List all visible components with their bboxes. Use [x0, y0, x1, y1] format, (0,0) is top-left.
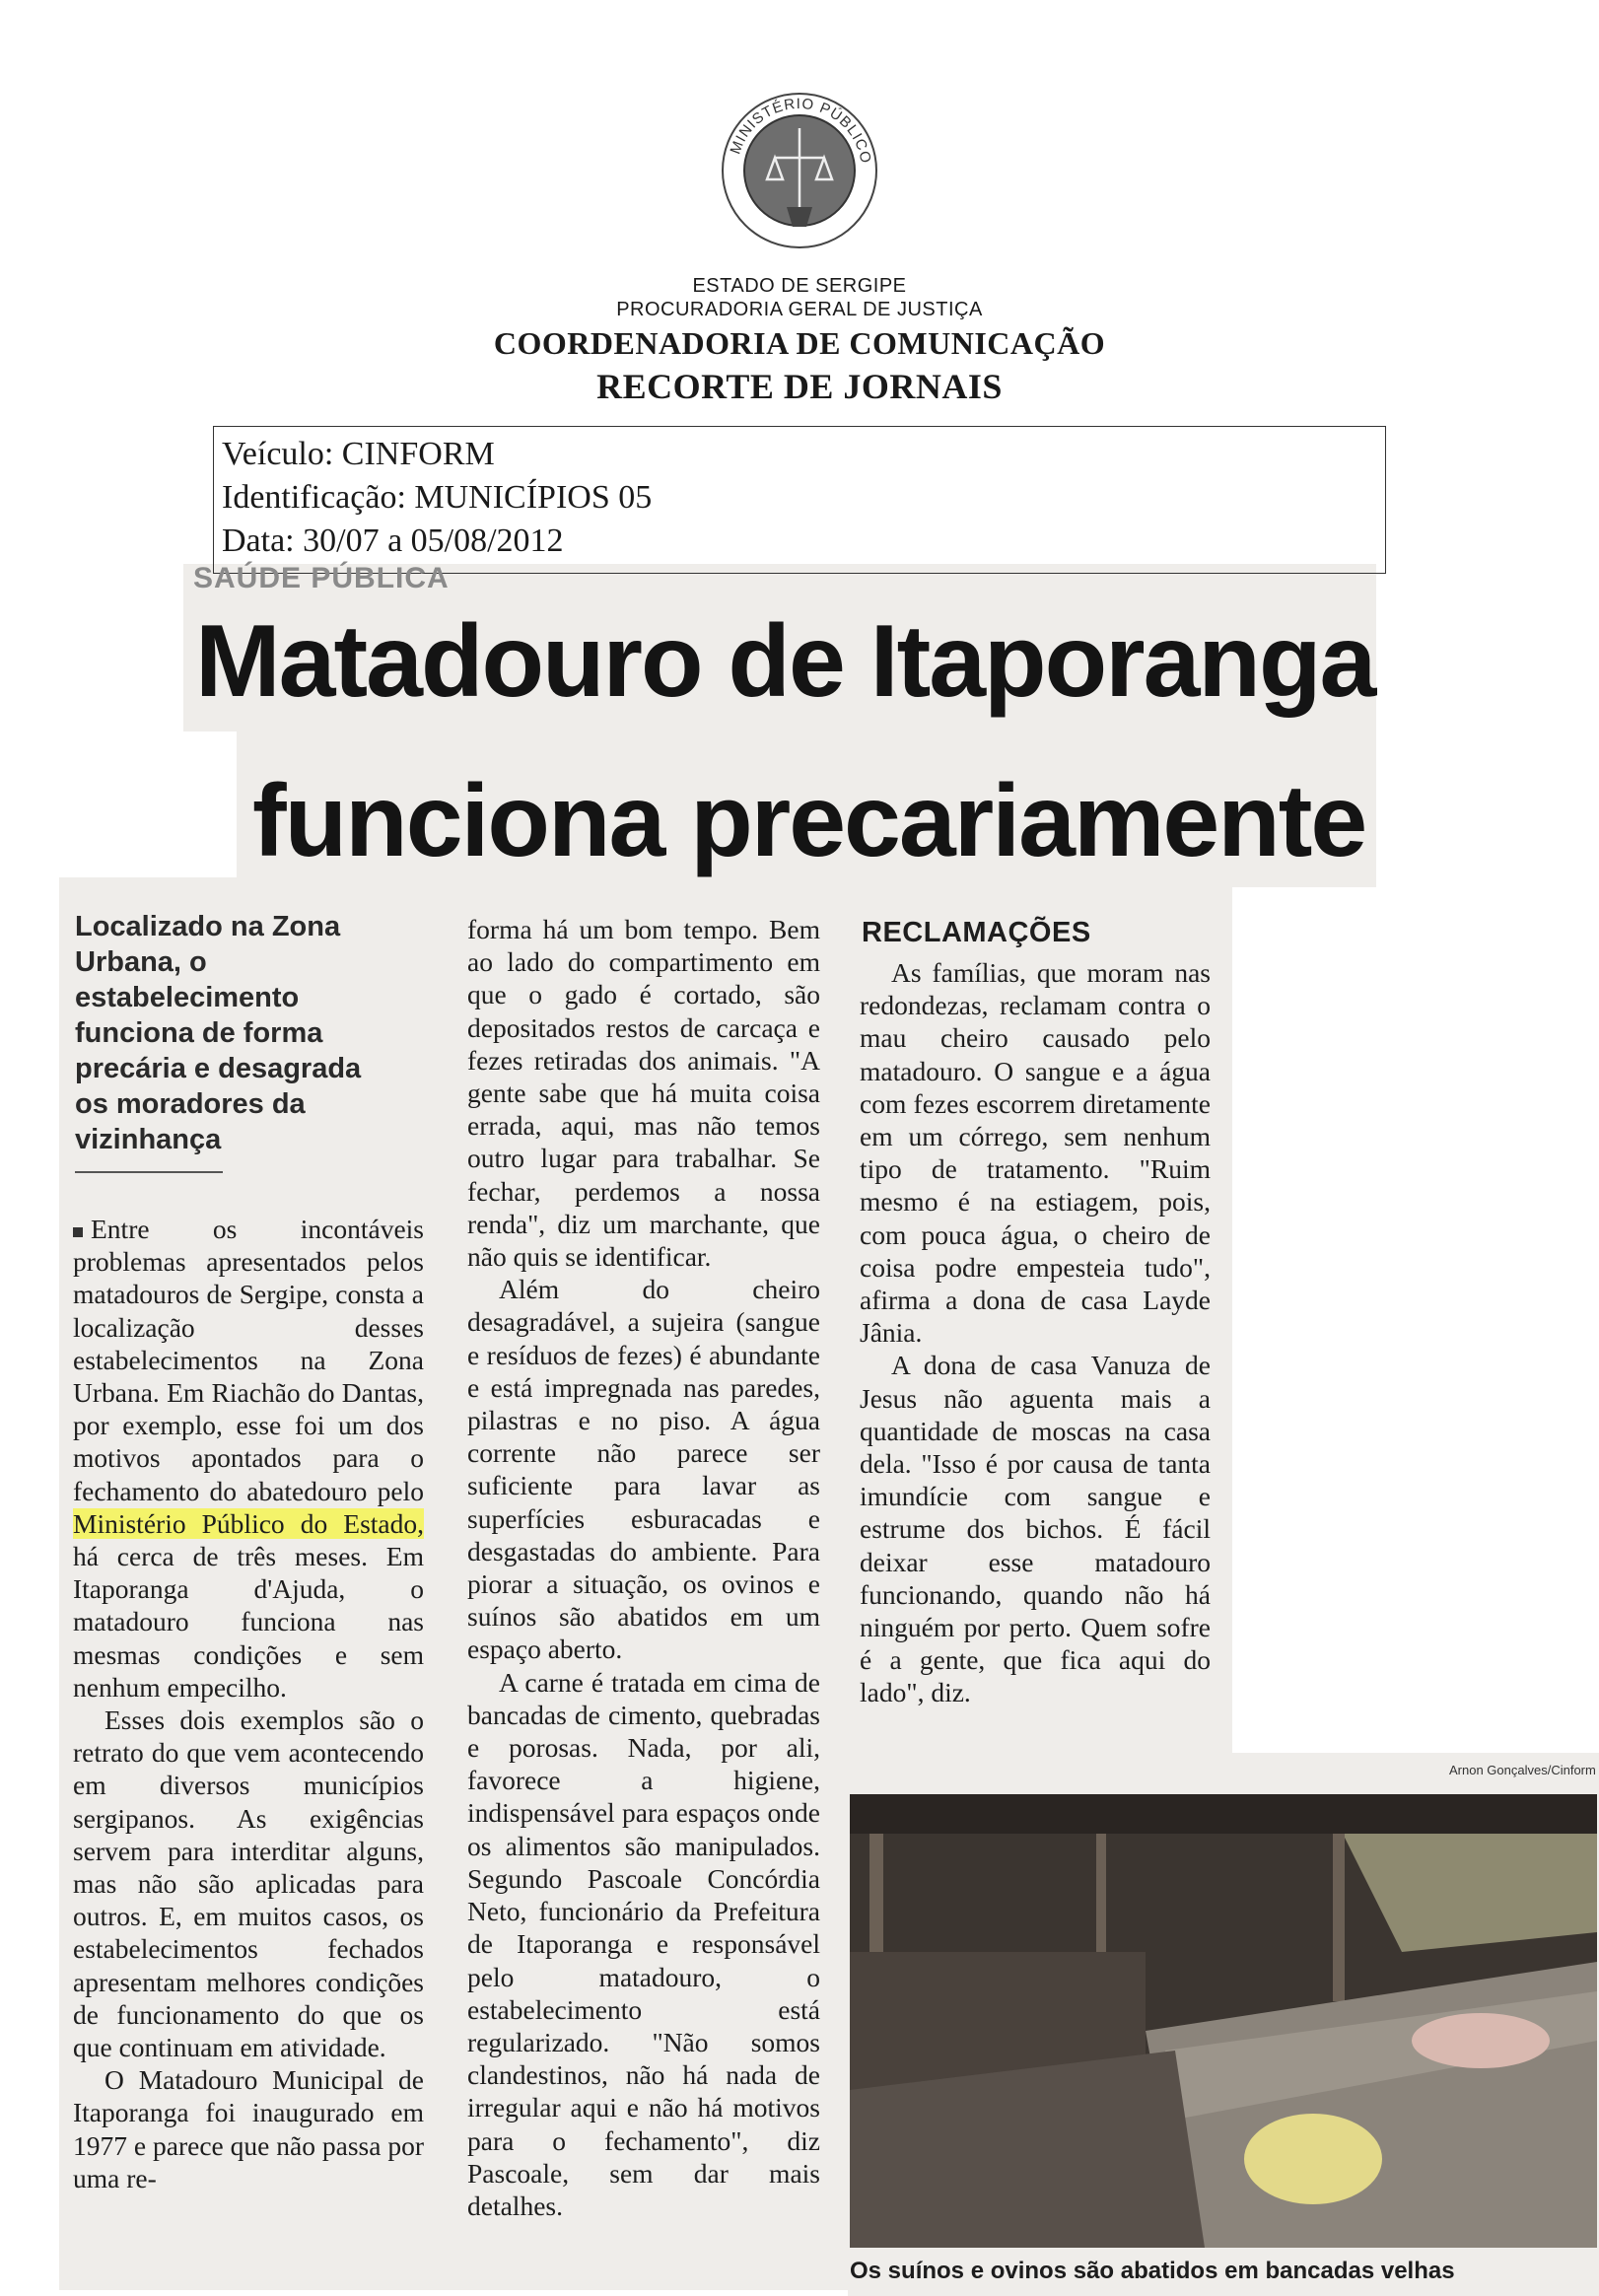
paragraph: Esses dois exemplos são o retrato do que vem acontecendo em diversos municípios sergipanos. As exigências servem para interditar alguns, mas não são aplicadas para outros. E, em muitos casos, os estabelecimentos fechados apresentam melhores condições de funcionamento do que os que continuam em atividade.: [73, 1705, 424, 2063]
deck-divider: [75, 1171, 223, 1173]
letterhead-coordination: COORDENADORIA DE COMUNICAÇÃO: [493, 325, 1106, 361]
slaughterhouse-photo: [850, 1794, 1597, 2248]
paragraph: Entre os incontáveis problemas apresentados pelos matadouros de Sergipe, consta a localização desses estabelecimentos na Zona Urbana. Em Riachão do Dantas, por exemplo, esse foi um dos motivos apontados para o fechamento do abatedouro pelo Ministério Público do Estado, há cerca de três meses. Em Itaporanga d'Ajuda, o matadouro funciona nas mesmas condições e sem nenhum empecilho.: [73, 1214, 424, 1703]
article-column-2: [467, 913, 820, 2222]
paragraph: As famílias, que moram nas redondezas, reclamam contra o mau cheiro causado pelo matadouro. O sangue e a água com fezes escorrem diretamente em um córrego, sem nenhum tipo de tratamento. "Ruim mesmo é na estiagem, pois, com pouca água, o cheiro de coisa podre empesteia tudo", afirma a dona de casa Layde Jânia.: [860, 957, 1211, 1349]
paragraph: A carne é tratada em cima de bancadas de cimento, quebradas e porosas. Nada, por ali, favorece a higiene, indispensável para espaços onde os alimentos são manipulados. Segundo Pascoale Concórdia Neto, funcionário da Prefeitura de Itaporanga e responsável pelo matadouro, o estabelecimento está regularizado. "Não somos clandestinos, não há nada de irregular aqui e não há motivos para o fechamento", diz Pascoale, sem dar mais detalhes.: [467, 1666, 820, 2221]
article-deck: Localizado na Zona Urbana, o estabelecimento funciona de forma precária e desagrada os moradores da vizinhança: [75, 911, 362, 1155]
svg-text:MINISTÉRIO PÚBLICO: MINISTÉRIO PÚBLICO: [727, 95, 874, 166]
section-label: SAÚDE PÚBLICA: [193, 562, 450, 594]
photo-caption: Os suínos e ovinos são abatidos em bancadas velhas: [850, 2258, 1455, 2284]
paragraph: Além do cheiro desagradável, a sujeira (sangue e resíduos de fezes) é abundante e está impregnada nas paredes, pilastras e no piso. A água corrente não parece ser suficiente para lavar as superfícies esburacadas e desgastadas do ambiente. Para piorar a situação, os ovinos e suínos são abatidos em um espaço aberto.: [467, 1274, 820, 1665]
identification-line: Identificação: MUNICÍPIOS 05: [222, 479, 653, 516]
letterhead-state: ESTADO DE SERGIPE: [692, 275, 907, 297]
photo-credit: Arnon Gonçalves/Cinform: [1449, 1763, 1596, 1777]
article-column-3: [860, 956, 1211, 1709]
date-line: Data: 30/07 a 05/08/2012: [222, 522, 564, 559]
paragraph: O Matadouro Municipal de Itaporanga foi inaugurado em 1977 e parece que não passa por uma re-: [73, 2064, 424, 2193]
letterhead-procuradoria: PROCURADORIA GERAL DE JUSTIÇA: [616, 299, 983, 320]
paragraph: forma há um bom tempo. Bem ao lado do compartimento em que o gado é cortado, são depositados restos de carcaça e fezes retiradas dos animais. "A gente sabe que há muita coisa errada, aqui, mas não temos outro lugar para trabalhar. Se fechar, perdemos a nossa renda", diz um marchante, que não quis se identificar.: [467, 914, 820, 1273]
article-column-1: [73, 1213, 424, 2194]
headline-line-2: funciona precariamente: [252, 764, 1366, 878]
bullet-icon: [73, 1227, 83, 1237]
vehicle-line: Veículo: CINFORM: [222, 436, 495, 472]
paragraph: A dona de casa Vanuza de Jesus não aguenta mais a quantidade de moscas na casa dela. "Isso é por causa de tanta imundície com sangue e estrume dos bichos. É fácil deixar esse matadouro funcionando, quando não há ninguém por perto. Quem sofre é a gente, que fica aqui do lado", diz.: [860, 1350, 1211, 1708]
headline-line-1: Matadouro de Itaporanga: [195, 604, 1375, 719]
highlighted-text: Ministério Público do Estado,: [73, 1507, 424, 1539]
ministerio-publico-seal-icon: [718, 89, 881, 252]
letterhead-clipping-title: RECORTE DE JORNAIS: [596, 367, 1003, 406]
clipping-info-box: [213, 426, 1386, 574]
subheading-reclamacoes: RECLAMAÇÕES: [862, 917, 1091, 948]
